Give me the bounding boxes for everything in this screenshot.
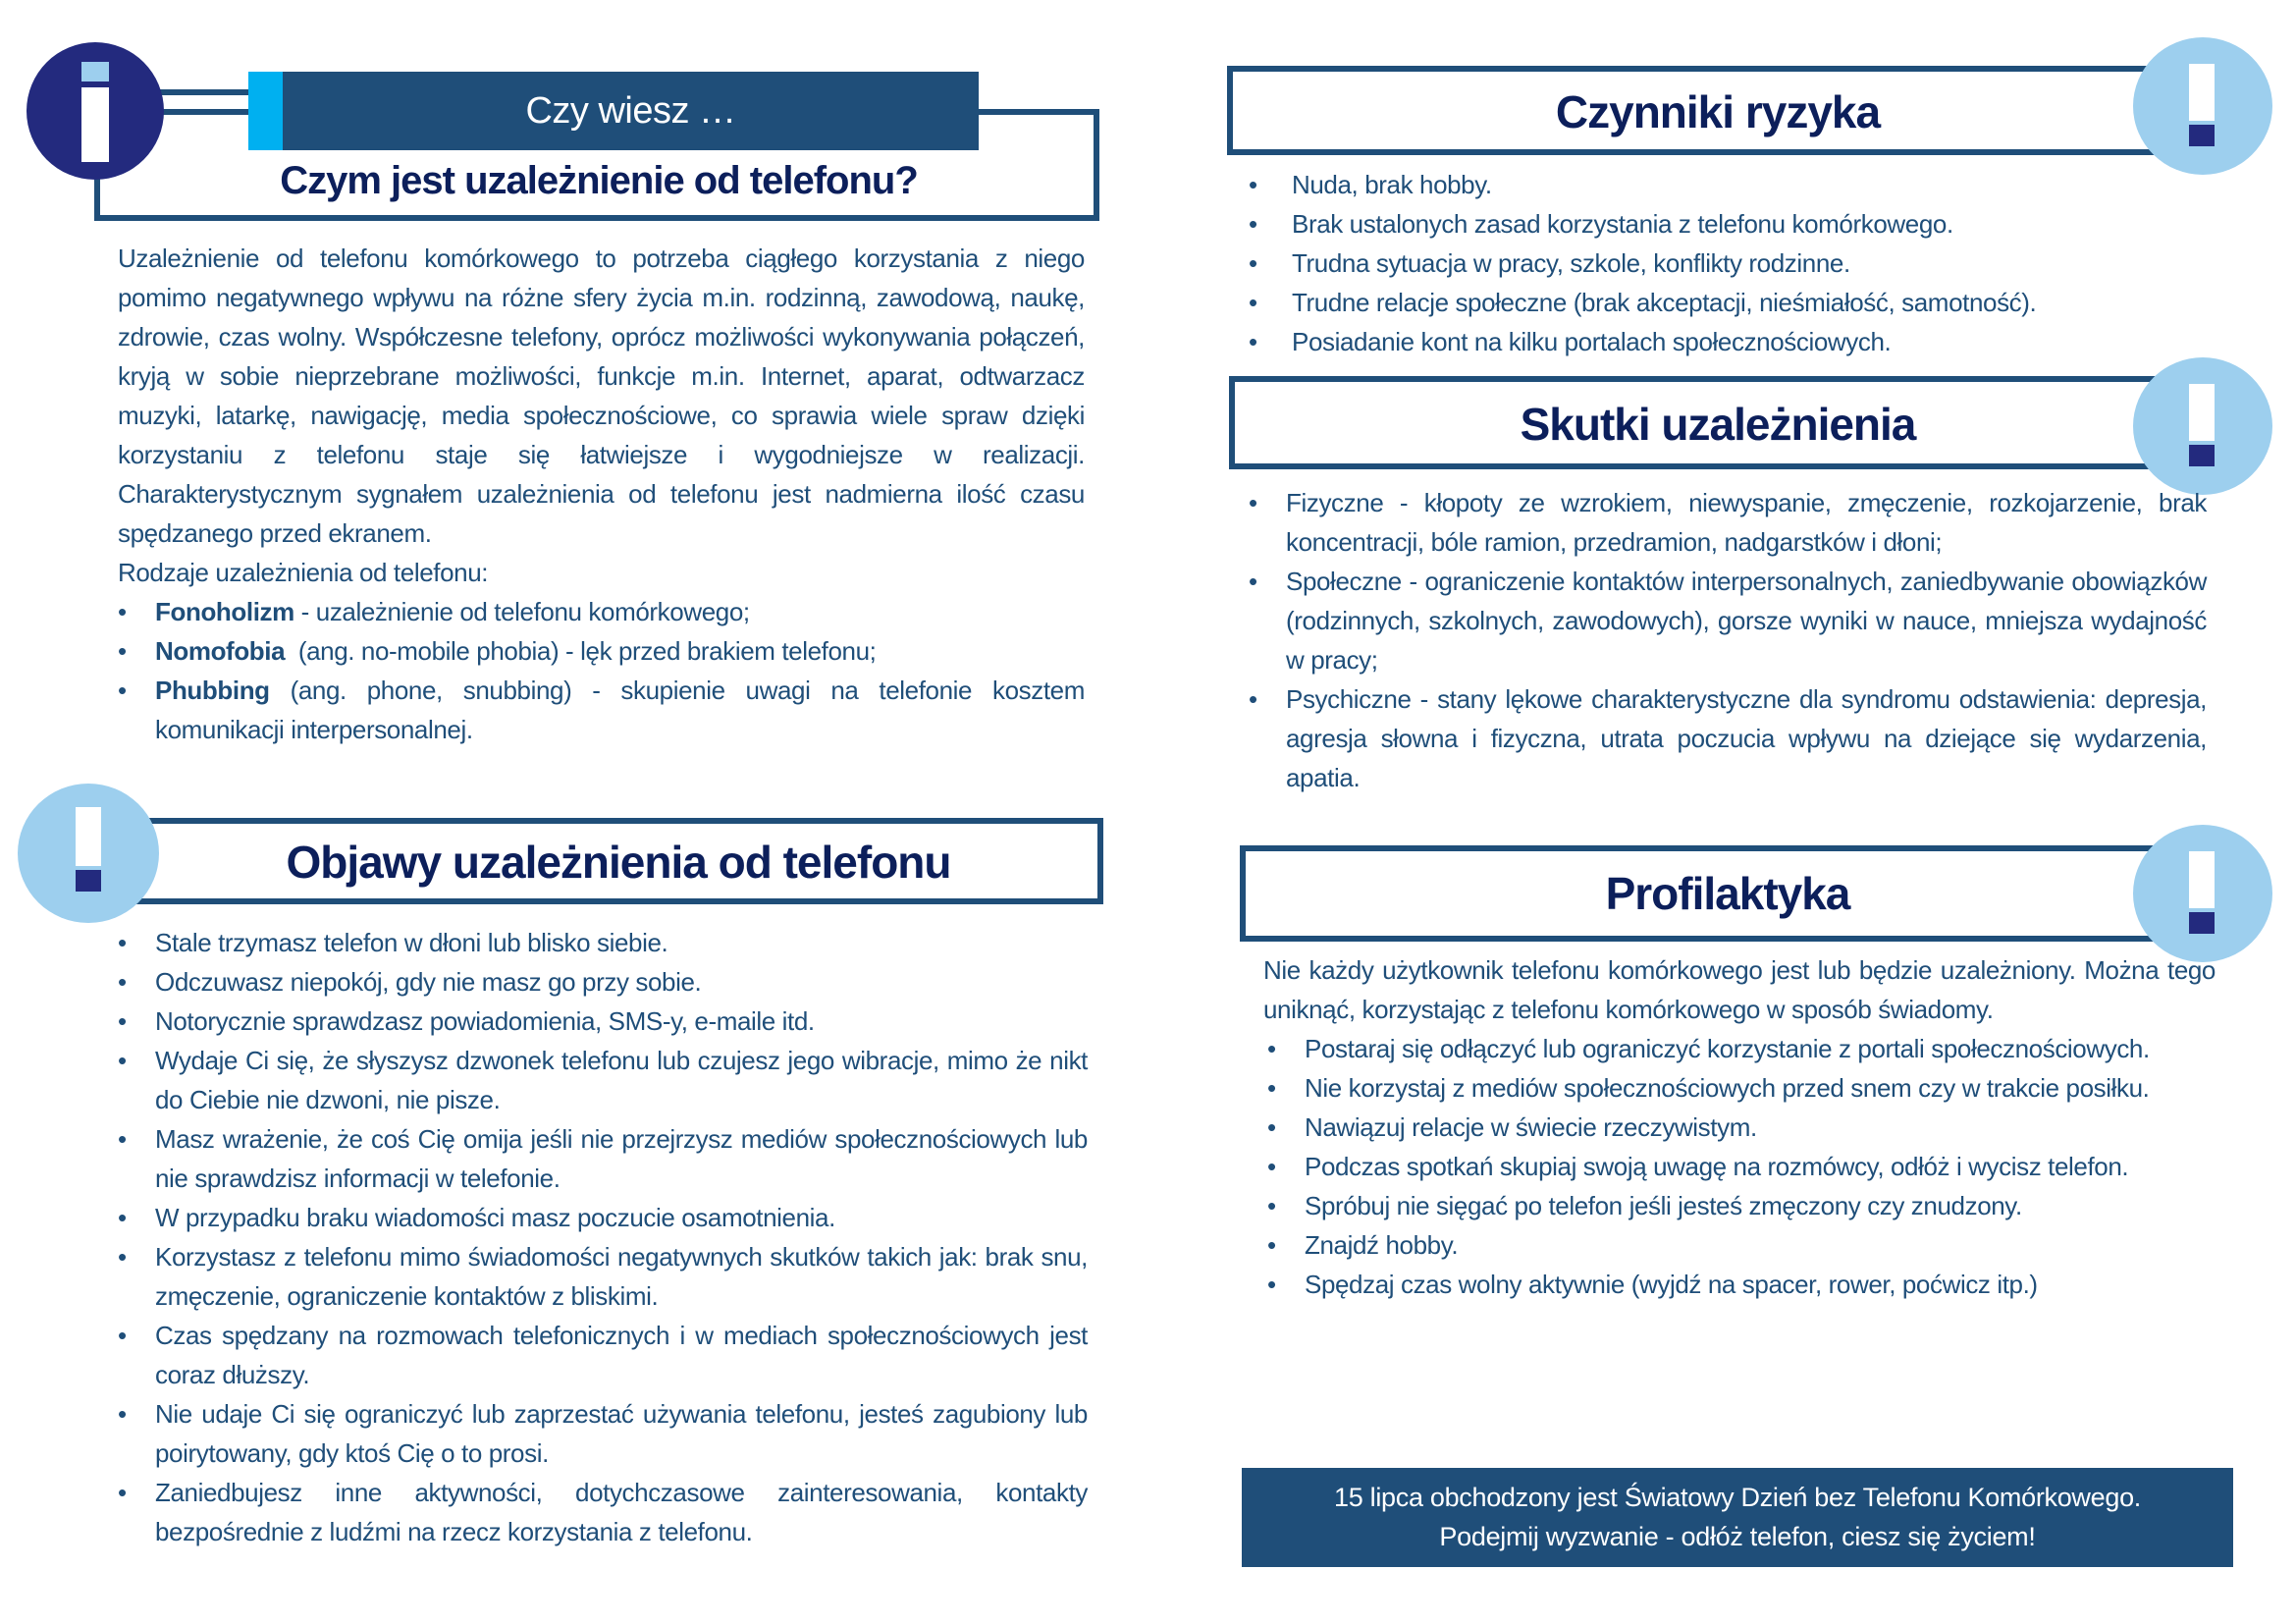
list-item	[1267, 1108, 2216, 1147]
list-item-text: Notorycznie sprawdzasz powiadomienia, SMS-y, e-maile itd.	[155, 1006, 815, 1036]
list-item-text: Korzystasz z telefonu mimo świadomości negatywnych skutków takich jak: brak snu, zmęczenie, ograniczenie kontaktów z bliskimi.	[155, 1242, 1088, 1311]
list-item-text: Nie udaje Ci się ograniczyć lub zaprzestać używania telefonu, jesteś zagubiony lub poirytowany, gdy ktoś Cię o to prosi.	[155, 1399, 1088, 1468]
list-item	[118, 1119, 1088, 1198]
connector-line	[157, 89, 255, 95]
effects-list	[1249, 483, 2207, 797]
list-item	[1249, 679, 2207, 797]
bullet-icon: •	[1249, 170, 1257, 199]
kicker-text: Czy wiesz …	[525, 90, 736, 132]
banner-line-1: 15 lipca obchodzony jest Światowy Dzień bez Telefonu Komórkowego.	[1334, 1483, 2141, 1512]
intro-title: Czym jest uzależnienie od telefonu?	[280, 159, 918, 202]
symptoms-body	[118, 923, 1088, 1551]
list-item	[118, 1198, 1088, 1237]
exclamation-dot	[76, 870, 101, 892]
exclamation-dot	[2189, 125, 2215, 146]
list-item-text: Nawiązuj relacje w świecie rzeczywistym.	[1305, 1112, 1757, 1142]
list-item	[1249, 283, 2211, 322]
bullet-icon: •	[1249, 248, 1257, 278]
list-item	[118, 1041, 1088, 1119]
list-item-text: Wydaje Ci się, że słyszysz dzwonek telefonu lub czujesz jego wibracje, mimo że nikt do Ciebie nie dzwoni, nie pisze.	[155, 1046, 1088, 1114]
list-item-text: Znajdź hobby.	[1305, 1230, 1459, 1260]
prevention-intro: Nie każdy użytkownik telefonu komórkowego jest lub będzie uzależniony. Można tego uniknąć, korzystając z telefonu komórkowego w sposób świadomy.	[1263, 955, 2216, 1024]
list-item-text: Stale trzymasz telefon w dłoni lub blisko siebie.	[155, 928, 668, 957]
bullet-icon: •	[1249, 684, 1257, 714]
list-item-text: W przypadku braku wiadomości masz poczucie osamotnienia.	[155, 1203, 835, 1232]
types-list	[118, 592, 1085, 749]
type-term: Fonoholizm	[155, 597, 294, 626]
bullet-icon: •	[118, 1006, 127, 1036]
list-item	[1267, 1068, 2216, 1108]
list-item	[118, 923, 1088, 962]
bullet-icon: •	[1249, 288, 1257, 317]
bullet-icon: •	[1267, 1270, 1276, 1299]
bullet-icon: •	[1249, 209, 1257, 239]
effects-body	[1249, 483, 2207, 797]
exclamation-dot	[2189, 445, 2215, 466]
list-item	[118, 1394, 1088, 1473]
exclamation-icon	[18, 784, 159, 923]
kicker-bar	[248, 72, 979, 150]
list-item	[118, 1473, 1088, 1551]
bullet-icon: •	[118, 1242, 127, 1272]
risk-title: Czynniki ryzyka	[1555, 86, 1881, 137]
list-item	[118, 962, 1088, 1001]
list-item-text: Posiadanie kont na kilku portalach społecznościowych.	[1292, 327, 1892, 356]
exclamation-bar	[2189, 384, 2215, 441]
list-item-text: Spróbuj nie sięgać po telefon jeśli jesteś zmęczony czy znudzony.	[1305, 1191, 2022, 1220]
list-item	[1249, 165, 2211, 204]
list-item-text: Postaraj się odłączyć lub ograniczyć korzystanie z portali społecznościowych.	[1305, 1034, 2150, 1063]
intro-paragraph: Uzależnienie od telefonu komórkowego to potrzeba ciągłego korzystania z niego pomimo negatywnego wpływu na różne sfery życia m.in. rodzinną, zawodową, naukę, zdrowie, czas wolny. Współczesne telefony, oprócz możliwości wykonywania połączeń, kryją w sobie nieprzebrane możliwości, funkcje m.in. Internet, aparat, odtwarzacz muzyki, latarkę, nawigację, media społecznościowe, co sprawia wiele spraw dzięki korzystaniu z telefonu staje się łatwiejsze i wygodniejsze w realizacji. Charakterystycznym sygnałem uzależnienia od telefonu jest nadmierna ilość czasu spędzanego przed ekranem.	[118, 244, 1085, 548]
types-label: Rodzaje uzależnienia od telefonu:	[118, 558, 489, 587]
bullet-icon: •	[118, 676, 127, 705]
bullet-icon: •	[118, 636, 127, 666]
intro-body	[118, 239, 1085, 749]
bullet-icon: •	[118, 967, 127, 997]
info-icon-stem	[81, 87, 109, 162]
symptoms-title: Objawy uzależnienia od telefonu	[286, 837, 951, 888]
list-item-text: Masz wrażenie, że coś Cię omija jeśli nie przejrzysz mediów społecznościowych lub nie sprawdzisz informacji w telefonie.	[155, 1124, 1088, 1193]
list-item-text: Nie korzystaj z mediów społecznościowych przed snem czy w trakcie posiłku.	[1305, 1073, 2150, 1103]
list-item	[1249, 562, 2207, 679]
prevention-body	[1263, 950, 2216, 1304]
bullet-icon: •	[118, 928, 127, 957]
bullet-icon: •	[1249, 488, 1257, 517]
bullet-icon: •	[118, 1203, 127, 1232]
bullet-icon: •	[1267, 1191, 1276, 1220]
list-item-text: Trudne relacje społeczne (brak akceptacji, nieśmiałość, samotność).	[1292, 288, 2037, 317]
list-item	[1249, 244, 2211, 283]
list-item	[1249, 204, 2211, 244]
list-item-text: Psychiczne - stany lękowe charakterystyczne dla syndromu odstawienia: depresja, agresja słowna i fizyczna, utrata poczucia wpływu na dziejące się wydarzenia, apatia.	[1286, 684, 2207, 792]
prevention-list	[1267, 1029, 2216, 1304]
type-desc: (ang. no-mobile phobia) - lęk przed brakiem telefonu;	[285, 636, 877, 666]
prevention-title: Profilaktyka	[1605, 868, 1850, 919]
symptoms-list	[118, 923, 1088, 1551]
type-desc: - uzależnienie od telefonu komórkowego;	[294, 597, 750, 626]
bullet-icon: •	[1267, 1230, 1276, 1260]
list-item-text: Fizyczne - kłopoty ze wzrokiem, niewyspanie, zmęczenie, rozkojarzenie, brak koncentracji, bóle ramion, przedramion, nadgarstków i dłoni;	[1286, 488, 2207, 557]
list-item-text: Odczuwasz niepokój, gdy nie masz go przy sobie.	[155, 967, 702, 997]
bullet-icon: •	[118, 1124, 127, 1154]
bullet-icon: •	[1267, 1152, 1276, 1181]
list-item	[1267, 1265, 2216, 1304]
list-item	[1267, 1225, 2216, 1265]
list-item-text: Zaniedbujesz inne aktywności, dotychczasowe zainteresowania, kontakty bezpośrednie z ludźmi na rzecz korzystania z telefonu.	[155, 1478, 1088, 1546]
kicker-accent	[248, 72, 283, 150]
list-item-text: Brak ustalonych zasad korzystania z telefonu komórkowego.	[1292, 209, 1953, 239]
list-item	[1249, 483, 2207, 562]
list-item	[1267, 1029, 2216, 1068]
bullet-icon: •	[118, 1046, 127, 1075]
list-item	[118, 671, 1085, 749]
list-item-text: Trudna sytuacja w pracy, szkole, konflikty rodzinne.	[1292, 248, 1850, 278]
list-item	[1267, 1186, 2216, 1225]
bullet-icon: •	[118, 1321, 127, 1350]
bullet-icon: •	[118, 1478, 127, 1507]
list-item	[118, 1237, 1088, 1316]
list-item	[1267, 1147, 2216, 1186]
bullet-icon: •	[1249, 567, 1257, 596]
risk-list	[1249, 165, 2211, 361]
list-item	[118, 1316, 1088, 1394]
bullet-icon: •	[1267, 1112, 1276, 1142]
type-term: Nomofobia	[155, 636, 286, 666]
list-item	[118, 1001, 1088, 1041]
type-term: Phubbing	[155, 676, 270, 705]
banner-line-2: Podejmij wyzwanie - odłóż telefon, ciesz się życiem!	[1439, 1522, 2036, 1551]
bullet-icon: •	[1249, 327, 1257, 356]
list-item-text: Czas spędzany na rozmowach telefonicznych i w mediach społecznościowych jest coraz dłuższy.	[155, 1321, 1088, 1389]
list-item-text: Podczas spotkań skupiaj swoją uwagę na rozmówcy, odłóż i wycisz telefon.	[1305, 1152, 2129, 1181]
list-item-text: Nuda, brak hobby.	[1292, 170, 1492, 199]
bullet-icon: •	[1267, 1073, 1276, 1103]
bullet-icon: •	[1267, 1034, 1276, 1063]
bullet-icon: •	[118, 1399, 127, 1429]
list-item	[118, 592, 1085, 631]
bottom-banner	[1242, 1468, 2233, 1567]
type-desc: (ang. phone, snubbing) - skupienie uwagi na telefonie kosztem komunikacji interpersonalnej.	[155, 676, 1085, 744]
info-icon-dot	[81, 62, 109, 81]
exclamation-bar	[76, 807, 101, 866]
effects-title: Skutki uzależnienia	[1520, 399, 1916, 450]
list-item	[118, 631, 1085, 671]
risk-body	[1249, 165, 2211, 361]
bullet-icon: •	[118, 597, 127, 626]
list-item-text: Spędzaj czas wolny aktywnie (wyjdź na spacer, rower, poćwicz itp.)	[1305, 1270, 2038, 1299]
list-item-text: Społeczne - ograniczenie kontaktów interpersonalnych, zaniedbywanie obowiązków (rodzinnych, szkolnych, zawodowych), gorsze wyniki w nauce, mniejsza wydajność w pracy;	[1286, 567, 2207, 675]
exclamation-bar	[2189, 64, 2215, 121]
list-item	[1249, 322, 2211, 361]
